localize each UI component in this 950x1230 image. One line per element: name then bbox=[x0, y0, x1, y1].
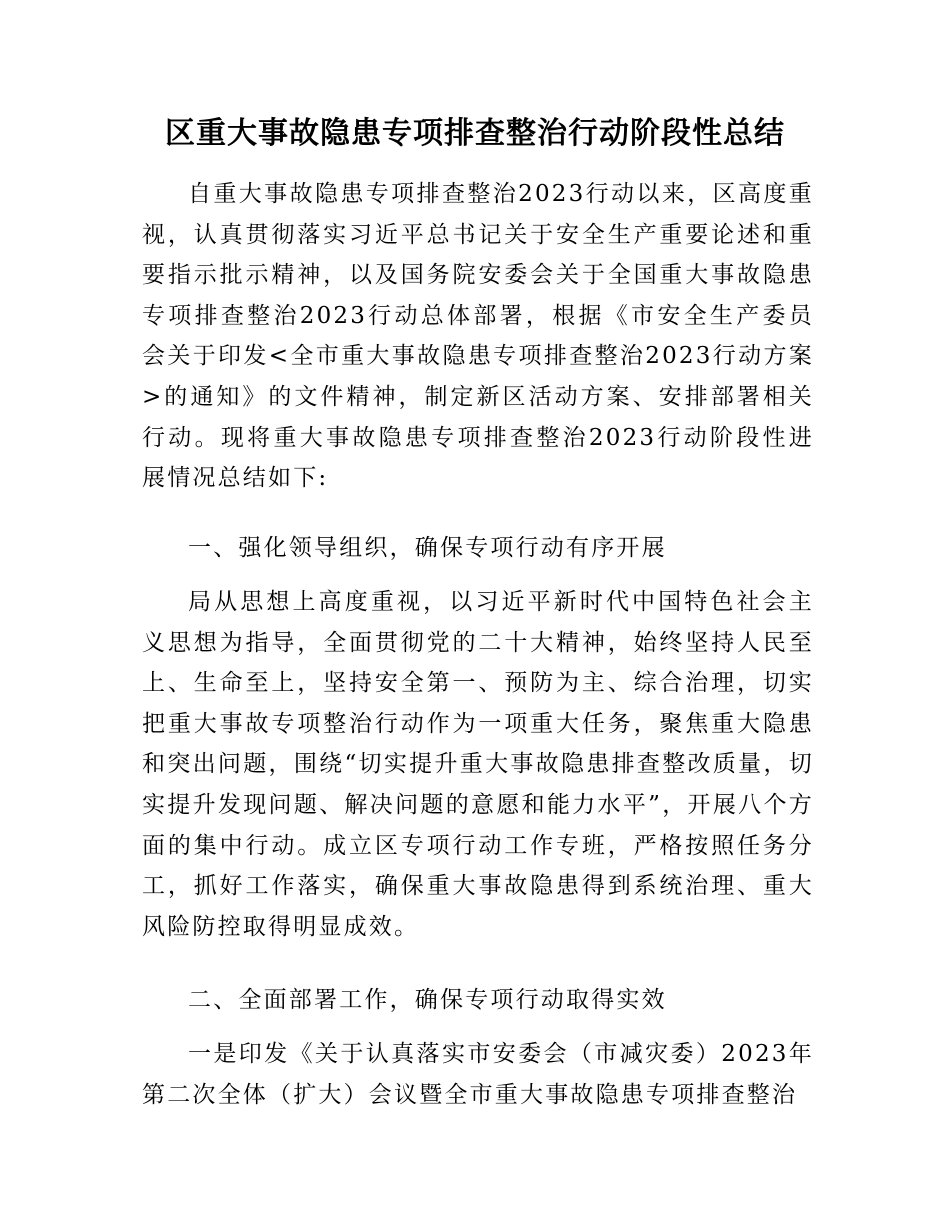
intro-paragraph: 自重大事故隐患专项排查整治2023行动以来，区高度重视，认真贯彻落实习近平总书记关于安全生产重要论述和重要指示批示精神，以及国务院安委会关于全国重大事故隐患专项排查整治2023行动总体部署，根据《市安全生产委员会关于印发<全市重大事故隐患专项排查整治2023行动方案>的通知》的文件精神，制定新区活动方案、安排部署相关行动。现将重大事故隐患专项排查整治2023行动阶段性进展情况总结如下: bbox=[142, 181, 814, 492]
section-2-paragraph: 一是印发《关于认真落实市安委会（市减灾委）2023年第二次全体（扩大）会议暨全市重大事故隐患专项排查整治 bbox=[142, 1041, 814, 1108]
section-heading-1: 一、强化领导组织，确保专项行动有序开展 bbox=[188, 535, 667, 561]
document-title: 区重大事故隐患专项排查整治行动阶段性总结 bbox=[165, 116, 785, 151]
section-1-paragraph: 局从思想上高度重视，以习近平新时代中国特色社会主义思想为指导，全面贯彻党的二十大精神，始终坚持人民至上、生命至上，坚持安全第一、预防为主、综合治理，切实把重大事故专项整治行动作为一项重大任务，聚焦重大隐患和突出问题，围绕“切实提升重大事故隐患排查整改质量，切实提升发现问题、解决问题的意愿和能力水平”，开展八个方面的集中行动。成立区专项行动工作专班，严格按照任务分工，抓好工作落实，确保重大事故隐患得到系统治理、重大风险防控取得明显成效。 bbox=[142, 589, 814, 940]
section-heading-2: 二、全面部署工作，确保专项行动取得实效 bbox=[188, 987, 667, 1013]
